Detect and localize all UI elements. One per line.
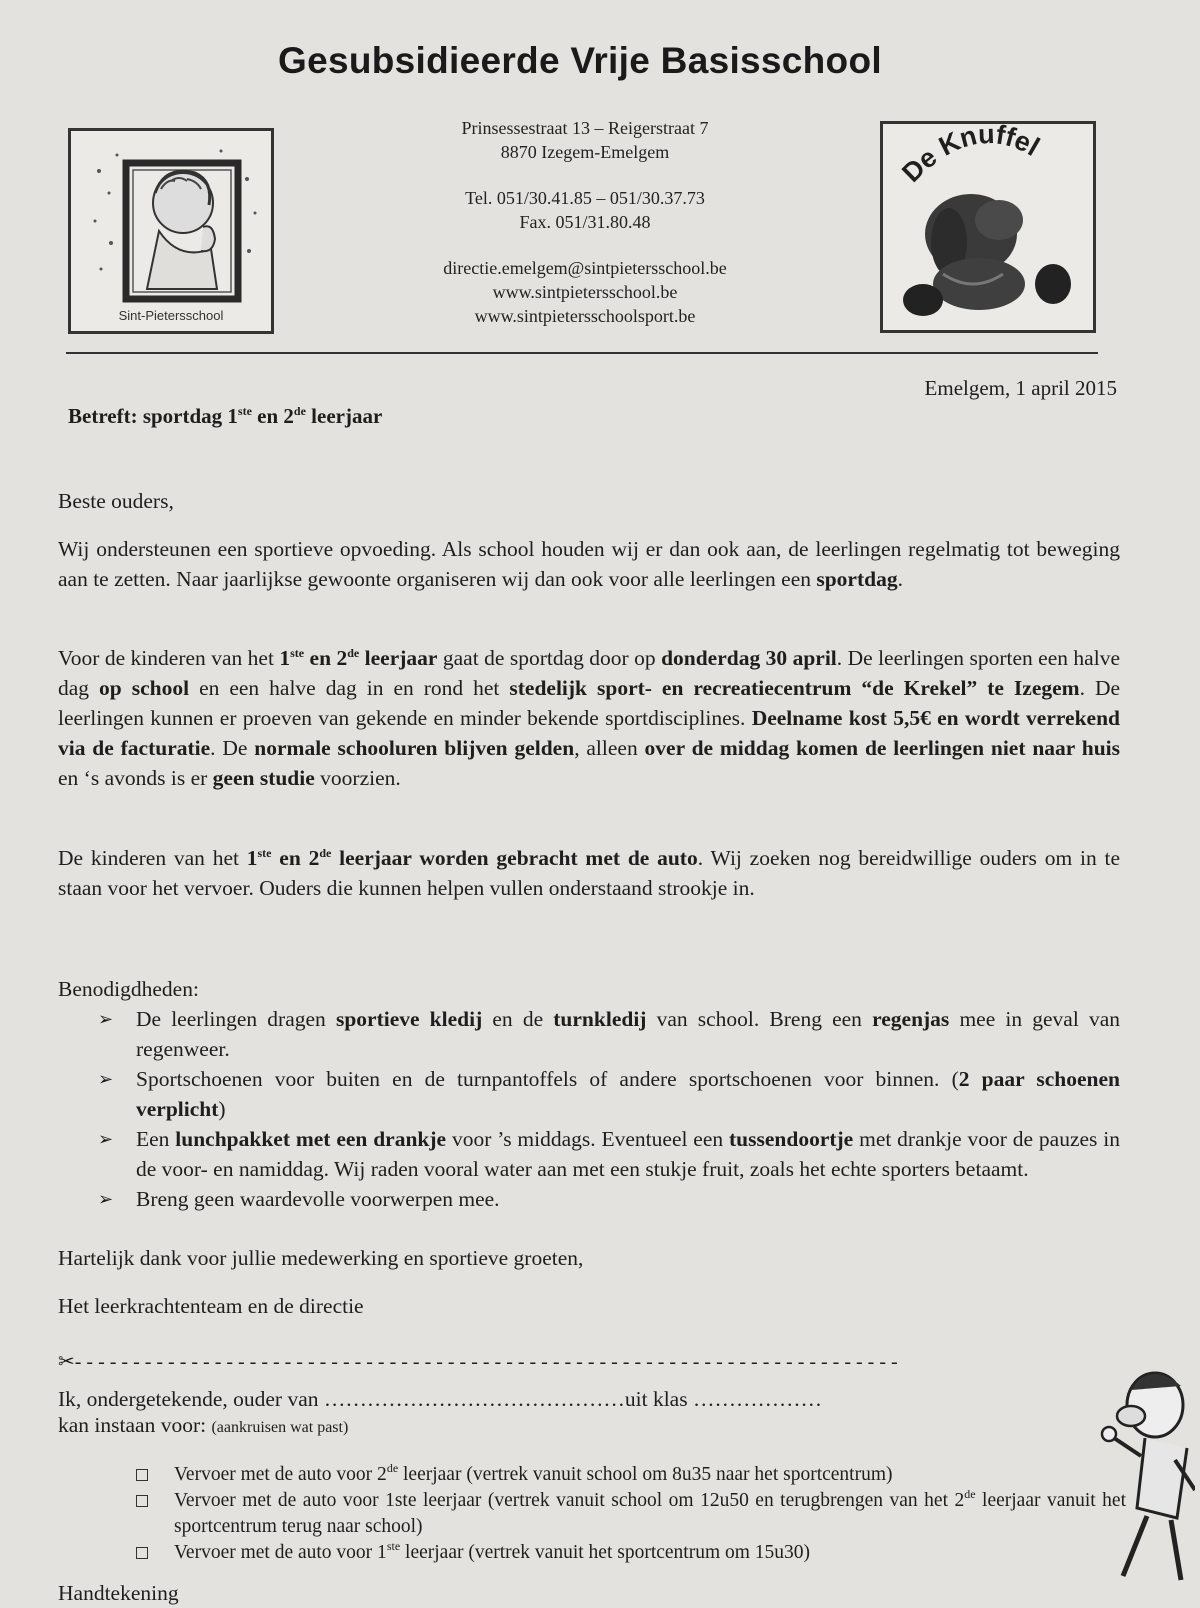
cut-line: ✂- - - - - - - - - - - - - - - - - - - - - - - - - - - - - - - - - - - - - - - - - - - - - - - - - - - - - - - - - - - - - - - - - - - - - - - — [58, 1351, 898, 1373]
letter-date: Emelgem, 1 april 2015 — [924, 376, 1117, 400]
checkbox[interactable] — [136, 1495, 148, 1507]
option-transport-2nd-morning: Vervoer met de auto voor 2de leerjaar (vertrek vanuit school om 8u35 naar het sportcentrum) — [136, 1462, 1126, 1488]
svg-text:De Knuffel — [896, 124, 1044, 188]
scissors-icon: ✂ — [58, 1351, 75, 1373]
arrow-bullet-icon: ➢ — [98, 1129, 114, 1149]
list-item: ➢ Breng geen waardevolle voorwerpen mee. — [58, 1184, 1120, 1214]
name-blank[interactable]: …………………………………… — [323, 1387, 625, 1411]
paragraph-2: Voor de kinderen van het 1ste en 2de leerjaar gaat de sportdag door op donderdag 30 april. De leerlingen sporten een halve dag op school en een halve dag in en rond het stedelijk sport- en recreatiecentrum “de Krekel” te Izegem. De leerlingen kunnen er proeven van gekende en minder bekende sportdisciplines. Deelname kost 5,5€ en wordt verrekend via de facturatie. De normale schooluren blijven gelden, alleen over de middag komen de leerlingen niet naar huis en ‘s avonds is er geen studie voorzien. — [58, 646, 1121, 790]
list-item: ➢ De leerlingen dragen sportieve kledij en de turnkledij van school. Breng een regenjas mee in geval van regenweer. — [58, 1004, 1120, 1064]
list-item: ➢ Een lunchpakket met een drankje voor ’s middags. Eventueel een tussendoortje met drankje voor de pauzes in de voor- en namiddag. Wij raden vooral water aan met een stukje fruit, zoals het echte sporters betaamt. — [58, 1124, 1120, 1184]
runner-illustration — [1095, 1360, 1195, 1605]
header-divider — [66, 352, 1098, 354]
website: www.sintpietersschoolsport.be — [474, 306, 696, 326]
arrow-bullet-icon: ➢ — [98, 1009, 114, 1029]
slip-line-1: Ik, ondergetekende, ouder van ……………………………………uit klas ……………… — [58, 1387, 822, 1411]
arrow-bullet-icon: ➢ — [98, 1069, 114, 1089]
class-blank[interactable]: ……………… — [692, 1387, 822, 1411]
slip-line-2: kan instaan voor: (aankruisen wat past) — [58, 1413, 349, 1437]
option-transport-1st-noon: Vervoer met de auto voor 1ste leerjaar (vertrek vanuit school om 12u50 en terugbrengen van het 2de leerjaar vanuit het sportcentrum terug naar school) — [136, 1488, 1126, 1540]
logo-caption: Sint-Pietersschool — [118, 308, 224, 323]
email: directie.emelgem@sintpietersschool.be — [443, 258, 727, 278]
option-transport-1st-return: Vervoer met de auto voor 1ste leerjaar (vertrek vanuit het sportcentrum om 15u30) — [136, 1540, 1126, 1566]
school-address — [380, 116, 790, 328]
closing: Hartelijk dank voor jullie medewerking en sportieve groeten, — [58, 1246, 584, 1270]
website: www.sintpietersschool.be — [492, 282, 678, 302]
checkbox[interactable] — [136, 1547, 148, 1559]
signature-label: Handtekening — [58, 1581, 179, 1605]
letter-subject: Betreft: sportdag 1ste en 2de leerjaar — [68, 404, 383, 428]
paragraph-1: Wij ondersteunen een sportieve opvoeding. Als school houden wij er dan ook aan, de leerlingen regelmatig tot beweging aan te zetten. Naar jaarlijkse gewoonte organiseren wij dan ook voor alle leerlingen een sportdag. — [58, 537, 1120, 591]
phone: Tel. 051/30.41.85 – 051/30.37.73 — [465, 188, 705, 208]
school-title: Gesubsidieerde Vrije Basisschool — [278, 40, 882, 81]
paragraph-3: De kinderen van het 1ste en 2de leerjaar worden gebracht met de auto. Wij zoeken nog bereidwillige ouders om in te staan voor het vervoer. Ouders die kunnen helpen vullen onderstaand strookje in. — [58, 846, 1121, 900]
list-item: ➢ Sportschoenen voor buiten en de turnpantoffels of andere sportschoenen voor binnen. (2 paar schoenen verplicht) — [58, 1064, 1120, 1124]
address-line: Prinsessestraat 13 – Reigerstraat 7 — [461, 118, 709, 138]
needs-heading: Benodigdheden: — [58, 977, 199, 1001]
logo-text: De Knuffel — [896, 124, 1045, 188]
address-line: 8870 Izegem-Emelgem — [500, 142, 670, 162]
arrow-bullet-icon: ➢ — [98, 1189, 114, 1209]
fax: Fax. 051/31.80.48 — [519, 212, 651, 232]
de-knuffel-logo — [880, 121, 1096, 333]
signature: Het leerkrachtenteam en de directie — [58, 1294, 364, 1318]
needs-list — [58, 974, 1120, 1214]
salutation: Beste ouders, — [58, 489, 174, 513]
checkbox[interactable] — [136, 1469, 148, 1481]
sint-pietersschool-logo — [68, 128, 274, 334]
